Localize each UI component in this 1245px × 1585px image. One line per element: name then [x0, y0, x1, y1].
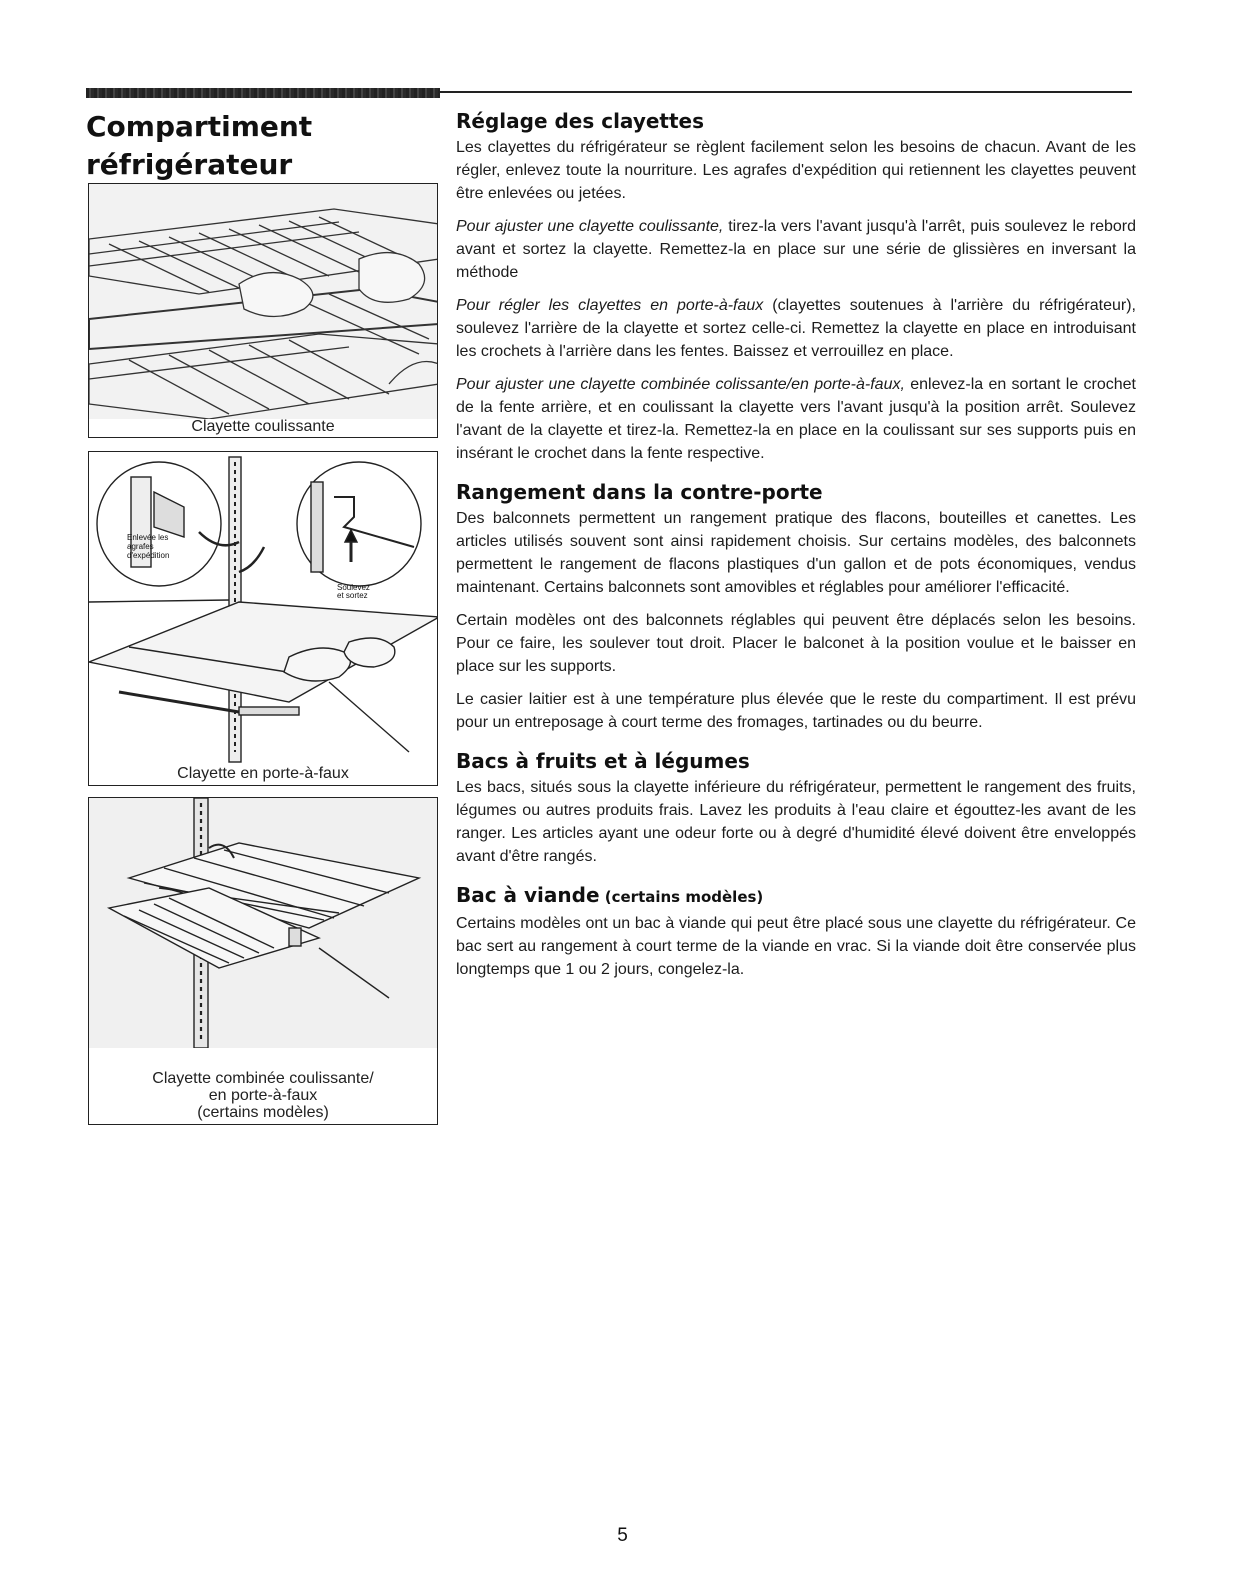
- reglage-p3-italic: Pour régler les clayettes en porte-à-faux: [456, 297, 764, 314]
- cantilever-shelf-illustration: [89, 452, 438, 764]
- figure-1-caption: Clayette coulissante: [191, 418, 335, 435]
- figure-2-caption: Clayette en porte-à-faux: [177, 765, 349, 782]
- page-number: 5: [617, 1525, 628, 1546]
- heading-rangement: Rangement dans la contre-porte: [456, 480, 823, 504]
- reglage-p2-italic: Pour ajuster une clayette coulissante,: [456, 218, 724, 235]
- page-title-line-1: Compartiment: [86, 110, 313, 143]
- reglage-paragraph-1: Les clayettes du réfrigérateur se règlent facilement selon les besoins de chacun. Avant de les régler, enlevez toute la nourriture. Les agrafes d'expédition qui retiennent les clayettes peuvent être enlevées ou jetées.: [456, 139, 1136, 202]
- bacs-paragraph-1: Les bacs, situés sous la clayette inférieure du réfrigérateur, permettent le rangement des fruits, légumes ou autres produits frais. Lavez les produits à l'eau claire et égouttez-les avant de les ranger. Les articles ayant une odeur forte ou à degré d'humidité élevé doivent être enveloppés avant d'être rangés.: [456, 779, 1136, 865]
- combined-shelf-illustration: [89, 798, 438, 1048]
- heading-viande-small: (certains modèles): [599, 888, 764, 906]
- sliding-shelf-illustration: [89, 184, 438, 419]
- rangement-paragraph-1: Des balconnets permettent un rangement pratique des flacons, bouteilles et canettes. Les articles utilisés souvent sont ainsi rapidement choisis. Sur certains modèles, des balconnets permettent le rangement de flacons plastiques d'un gallon et de pots économiques, vendus maintenant. Certains balconnets sont amovibles et réglables pour améliorer l'efficacité.: [456, 510, 1136, 596]
- viande-paragraph-1: Certains modèles ont un bac à viande qui peut être placé sous une clayette du réfrigérateur. Ce bac sert au rangement à court terme de la viande en vrac. Si la viande doit être conservée plus longtemps que 1 ou 2 jours, congelez-la.: [456, 915, 1136, 978]
- heading-reglage: Réglage des clayettes: [456, 109, 705, 133]
- rangement-paragraph-3: Le casier laitier est à une température plus élevée que le reste du compartiment. Il est prévu pour un entreposage à court terme des fromages, tartinades ou du beurre.: [456, 691, 1136, 731]
- text-column: [456, 108, 1136, 991]
- figure-cantilever-shelf: [88, 451, 438, 786]
- fig2-left-label-2: agrafes: [127, 542, 154, 551]
- header-rule-thick: [86, 88, 440, 98]
- heading-viande-main: Bac à viande: [456, 883, 600, 907]
- reglage-paragraph-2: [456, 215, 1136, 284]
- reglage-paragraph-4: [456, 373, 1136, 465]
- heading-bacs: Bacs à fruits et à légumes: [456, 749, 750, 773]
- header-rule-thin: [440, 91, 1132, 93]
- figure-3-caption-line-1: Clayette combinée coulissante/: [152, 1070, 374, 1087]
- figure-3-caption-line-3: (certains modèles): [197, 1104, 329, 1121]
- rangement-paragraph-2: Certain modèles ont des balconnets réglables qui peuvent être déplacés selon les besoins. Pour ce faire, les soulever tout droit. Placer le balconet à la position voulue et le baisser en place sur les supports.: [456, 612, 1136, 675]
- reglage-p2-text: tirez-la vers l'avant jusqu'à l'arrêt, puis soulevez le rebord avant et sortez la clayette. Remettez-la en place sur une série de glissières en inversant la méthode: [456, 218, 1136, 281]
- page-title: [86, 108, 426, 184]
- fig2-left-label-3: d'expédition: [127, 551, 170, 560]
- fig2-left-label-1: Enlevée les: [127, 533, 169, 542]
- fig2-right-label-1: Soulevez: [337, 583, 370, 592]
- reglage-paragraph-3: [456, 294, 1136, 363]
- reglage-p4-text: enlevez-la en sortant le crochet de la fente arrière, et en coulissant la clayette vers l'avant jusqu'à la position arrêt. Soulevez l'avant de la clayette et tirez-la. Remettez-la en place en la coulissant sur ses supports puis en insérant le crochet dans la fente respective.: [456, 376, 1136, 462]
- fig2-right-label-2: et sortez: [337, 591, 368, 600]
- figure-combined-shelf: [88, 797, 438, 1125]
- figure-3-caption-line-2: en porte-à-faux: [208, 1087, 318, 1104]
- reglage-p3-text: (clayettes soutenues à l'arrière du réfrigérateur), soulevez l'arrière de la clayette et sortez celle-ci. Remettez la clayette en place en introduisant les crochets à l'arrière dans les fentes. Baissez et verrouillez en place.: [456, 297, 1137, 360]
- figure-3-caption: [89, 1070, 437, 1121]
- heading-viande: [456, 882, 1136, 910]
- page-title-line-2: réfrigérateur: [86, 148, 293, 181]
- figure-sliding-shelf: [88, 183, 438, 438]
- reglage-p4-italic: Pour ajuster une clayette combinée colissante/en porte-à-faux,: [456, 376, 905, 393]
